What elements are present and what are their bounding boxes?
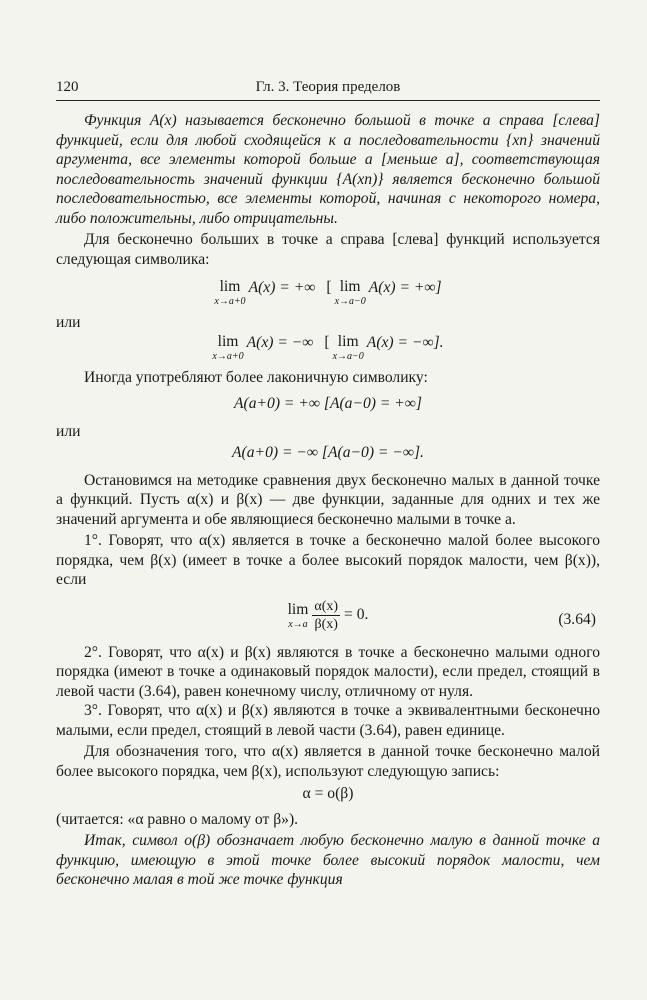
- equation-expression: A(a+0) = −∞ [A(a−0) = −∞].: [232, 444, 424, 461]
- definition-paragraph: Функция A(x) называется бесконечно большой в точке a справа [слева] функцией, если для любой сходящейся к a последовательности {xn} значений аргумента, все элементы которой больше a [меньше a], соответствующая последовательность значений функции {A(xn)} является бесконечно большой последовательностью, все элементы которой, начиная с некоторого номера, либо положительны, либо отрицательны.: [56, 112, 600, 227]
- equation-3-64: [56, 598, 600, 633]
- equation-expression: A(a+0) = +∞ [A(a−0) = +∞]: [233, 395, 422, 412]
- final-paragraph: Итак, символ o(β) обозначает любую бесконечно малую в данной точке a функцию, имеющую в этой точке более высокий порядок малости, чем бесконечно малая в той же точке функция: [56, 832, 600, 888]
- equation-minus-infinity: [56, 333, 600, 362]
- equation-expression: A(x) = +∞: [248, 279, 316, 296]
- equation-little-o: [56, 784, 600, 804]
- page-body: [56, 111, 600, 890]
- symbolics-intro: Для бесконечно больших в точке a справа [слева] функций используется следующая символика:: [56, 231, 600, 268]
- page-number: 120: [56, 79, 79, 95]
- equation-expression: A(x) = −∞].: [366, 333, 444, 351]
- equation-expression: α = o(β): [302, 785, 354, 802]
- bracket: [: [326, 279, 332, 296]
- limit-operator: lim x→a−0: [334, 278, 366, 307]
- limit-operator: lim x→a+0: [212, 332, 244, 362]
- item-higher-order: 1°. Говорят, что α(x) является в точке a бесконечно малой более высокого порядка, чем β(x) (имеет в точке a более высокий порядок малости, чем β(x)), если: [56, 532, 600, 588]
- chapter-title: Гл. 3. Теория пределов: [255, 79, 401, 95]
- bracket: [: [324, 333, 330, 351]
- fraction-denominator: β(x): [314, 616, 338, 632]
- equation-laconic-minus: [56, 443, 600, 463]
- limit-operator: lim x→a+0: [214, 278, 246, 307]
- equation-number: (3.64): [558, 610, 596, 628]
- equation-expression: A(x) = +∞]: [368, 279, 442, 296]
- equation-expression: A(x) = −∞: [246, 333, 314, 351]
- or-label: или: [56, 314, 81, 331]
- limit-operator: lim x→a: [287, 600, 309, 630]
- laconic-intro: Иногда употребляют более лаконичную символику:: [84, 368, 428, 386]
- limit-operator: lim x→a−0: [332, 332, 364, 362]
- equation-laconic-plus: [56, 394, 600, 414]
- notation-intro: Для обозначения того, что α(x) является в данной точке бесконечно малой более высокого порядка, чем β(x), используют следующую запись:: [56, 743, 600, 780]
- fraction-numerator: α(x): [314, 598, 339, 614]
- or-label: или: [56, 422, 81, 440]
- fraction: [312, 598, 340, 633]
- comparison-intro: Остановимся на методике сравнения двух бесконечно малых в данной точке a функций. Пусть α(x) и β(x) — две функции, заданные для одних и тех же значений аргумента и обе являющиеся бесконечно малыми в точке a.: [56, 471, 600, 528]
- item-same-order: 2°. Говорят, что α(x) и β(x) являются в точке a бесконечно малыми одного порядка (имеют в точке a одинаковый порядок малости), если предел, стоящий в левой части (3.64), равен конечному числу, отличному от нуля.: [56, 643, 600, 700]
- reading-note: (читается: «α равно o малому от β»).: [56, 810, 299, 828]
- equation-rhs: = 0.: [344, 606, 369, 624]
- equation-plus-infinity: [56, 278, 600, 307]
- running-header: [56, 78, 600, 101]
- item-equivalent: 3°. Говорят, что α(x) и β(x) являются в точке a эквивалентными бесконечно малыми, если предел, стоящий в левой части (3.64), равен единице.: [56, 702, 600, 739]
